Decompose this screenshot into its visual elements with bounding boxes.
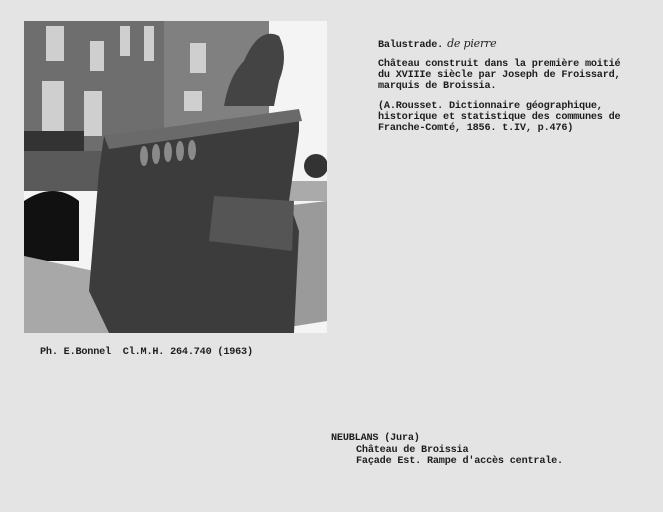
reference-line: (A.Rousset. Dictionnaire géographique, <box>378 101 603 112</box>
photo-credit: Ph. E.Bonnel Cl.M.H. 264.740 (1963) <box>40 347 253 358</box>
location-building: Château de Broissia <box>356 445 469 456</box>
caption-title-text: Balustrade. <box>378 40 444 51</box>
location-detail: Façade Est. Rampe d'accès centrale. <box>356 456 563 467</box>
reference-line: Franche-Comté, 1856. t.IV, p.476) <box>378 123 574 134</box>
description-line: du XVIIIe siècle par Joseph de Froissard, <box>378 70 621 81</box>
caption-title <box>378 38 496 51</box>
handwritten-annotation: de pierre <box>447 37 497 50</box>
location-place: NEUBLANS (Jura) <box>331 433 420 444</box>
caption-reference <box>378 101 620 134</box>
reference-line: historique et statistique des communes de <box>378 112 621 123</box>
caption-description <box>378 59 620 92</box>
photo-balustrade-lion <box>24 21 327 333</box>
description-line: Château construit dans la première moitié <box>378 59 621 70</box>
description-line: marquis de Broissia. <box>378 81 497 92</box>
